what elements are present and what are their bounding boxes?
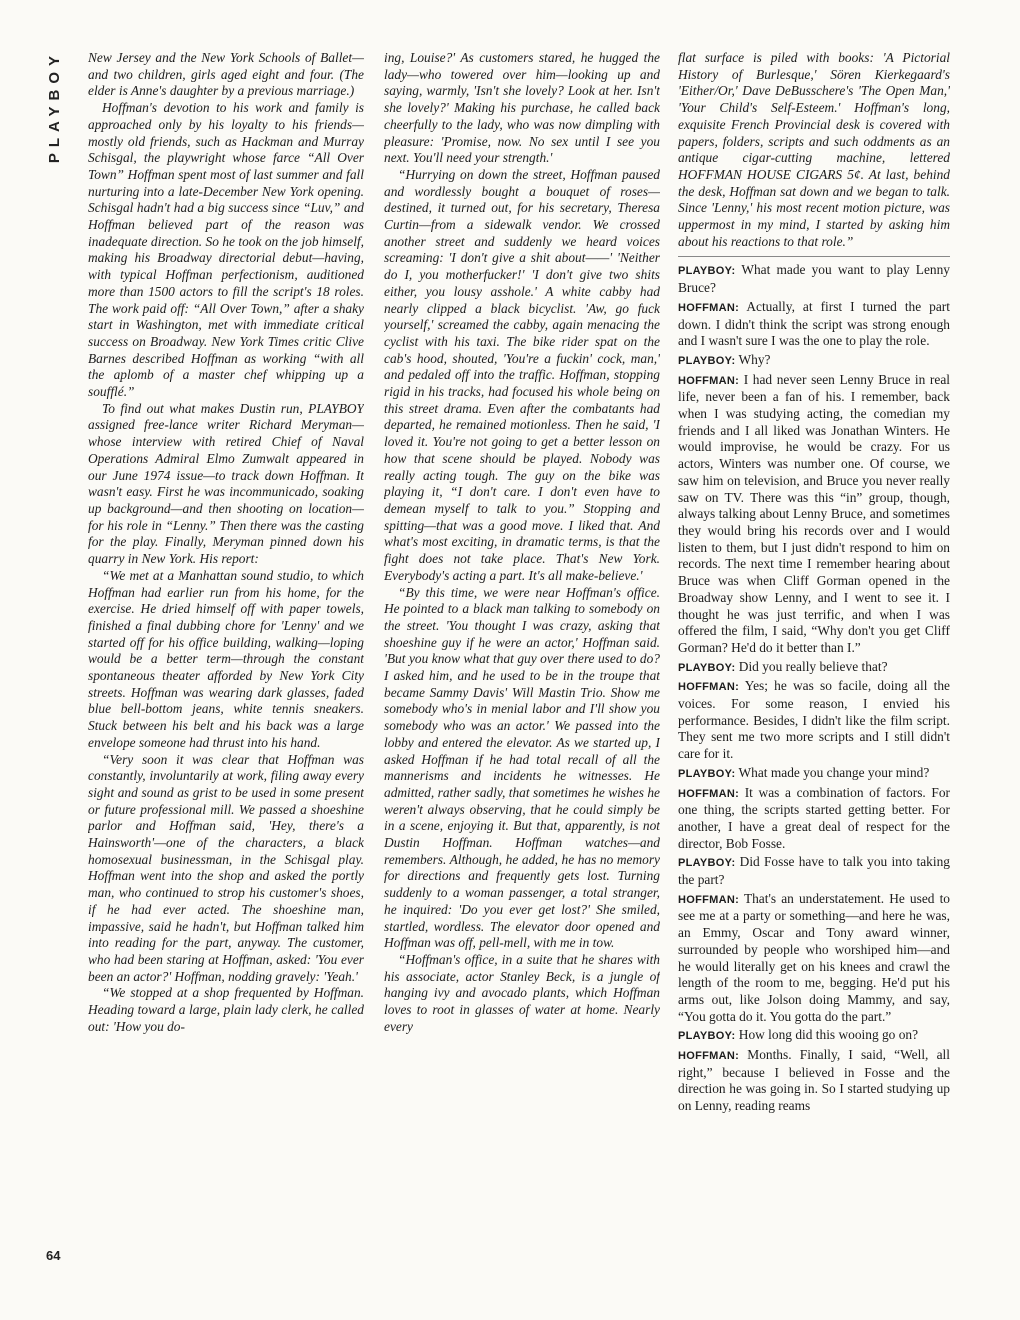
paragraph: New Jersey and the New York Schools of Ballet—and two children, girls aged eight and four. (The elder is Anne's daughter by a previous marriage.) xyxy=(88,50,364,99)
qa-text: What made you want to play Lenny Bruce? xyxy=(678,262,950,296)
column-1 xyxy=(88,50,364,1265)
page-number: 64 xyxy=(46,1248,61,1263)
speaker-label: PLAYBOY: xyxy=(678,1030,736,1043)
column-3 xyxy=(678,50,950,1265)
paragraph: flat surface is piled with books: 'A Pictorial History of Burlesque,' Sören Kierkegaard's 'Either/Or,' Dave DeBusschere's 'The Open Man,' 'Your Child's Self-Esteem.' Hoffman's long, exquisite French Provincial desk is covered with papers, folders, scripts and such oddments as an antique cigar-cutting machine, lettered HOFFMAN HOUSE CIGARS 5¢. At last, behind the desk, Hoffman sat down and we began to talk. Since 'Lenny,' his most recent motion picture, was uppermost in my mind, I started by asking him about his reactions to that role.” xyxy=(678,50,950,249)
paragraph: “We stopped at a shop frequented by Hoffman. Heading toward a large, plain lady clerk, he called out: 'How you do- xyxy=(88,985,364,1034)
paragraph: “Very soon it was clear that Hoffman was constantly, involuntarily at work, filing away every sight and sound as grist to be used in some present or future professional mill. We passed a shoeshine parlor and Hoffman said, 'Hey, there's a Hainsworth'—one of the characters, a black homosexual businessman, in the Schisgal play. Hoffman went into the shop and asked the portly man, who continued to strop his customer's shoes, if he had ever acted. The shoeshine man, impassive, said he hadn't, but Hoffman talked him into reading for the part, anyway. The customer, who had been staring at Hoffman, asked: 'You ever been an actor?' Hoffman, nodding gravely: 'Yeah.' xyxy=(88,751,364,984)
qa-line xyxy=(678,785,950,853)
qa-text: Why? xyxy=(738,351,771,367)
qa-text: Actually, at first I turned the part down. I didn't think the script was strong enough and I wasn't sure I was the one to play the role. xyxy=(678,298,950,349)
column-2 xyxy=(384,50,660,1265)
qa-text: Months. Finally, I said, “Well, all right,” because I believed in Fosse and the direction he was going in. So I started studying up on Lenny, reading reams xyxy=(678,1047,950,1114)
qa-text: Did you really believe that? xyxy=(738,658,888,674)
paragraph: “By this time, we were near Hoffman's office. He pointed to a black man talking to somebody on the street. 'You thought I was crazy, asking that shoeshine guy if he were an actor,' Hoffman said. 'But you know what that guy over there used to do? I asked him, and he used to be in the troupe that became Sammy Davis' Will Mastin Trio. Show me somebody who's in menial labor and I'll show you somebody who was an actor.' We passed into the lobby and entered the elevator. As we started up, I asked Hoffman if he had total recall of all the mannerisms and incidents he witnesses. He admitted, rather sadly, that sometimes he wishes he weren't always observing, that he could simply be in a scene, enjoying it. But that, apparently, is not Dustin Hoffman. Hoffman watches—and remembers. Although, he added, he has no memory for directions and frequently gets lost. Turning suddenly to a woman passenger, a total stranger, he inquired: 'Do you ever get lost?' She smiled, startled, wordless. The elevator door opened and Hoffman was off, pell-mell, with me in tow. xyxy=(384,584,660,951)
speaker-label: PLAYBOY: xyxy=(678,767,736,780)
qa-line xyxy=(678,1027,950,1045)
interview-qa xyxy=(678,262,950,1114)
paragraph: “We met at a Manhattan sound studio, to which Hoffman had earlier run from his home, for the exercise. He dried himself off with paper towels, finished a final dubbing chore for 'Lenny' and we started off for his office building, walking—loping would be a better term—through the constant spontaneous theater afforded by New York City streets. Hoffman was wearing dark glasses, faded blue bell-bottom jeans, white tennis sneakers. Stuck between his belt and his back was a large envelope someone had thrust into his hand. xyxy=(88,567,364,750)
speaker-label: PLAYBOY: xyxy=(678,661,736,674)
speaker-label: PLAYBOY: xyxy=(678,354,736,367)
paragraph: To find out what makes Dustin run, PLAYBOY assigned free-lance writer Richard Meryman—whose interview with retired Chief of Naval Operations Admiral Elmo Zumwalt appeared in our June 1974 issue—to track down Hoffman. It wasn't easy. First he was incommunicado, soaking up background—and then shooting on location—for his role in “Lenny.” Then there was the casting for the play. Finally, Meryman pinned down his quarry in New York. His report: xyxy=(88,400,364,567)
qa-line xyxy=(678,352,950,370)
speaker-label: HOFFMAN: xyxy=(678,893,740,906)
qa-line xyxy=(678,854,950,888)
masthead xyxy=(46,50,72,200)
qa-text: I had never seen Lenny Bruce in real life, never been a fan of his. I remember, back when I was studying acting, the comedian my friends and I all liked was Jonathan Winters. He would improvise, he would be crazy. For us actors, Winters was number one. Of course, we saw him on television, and Bruce you never really saw on TV. There was this “in” group, though, always talking about Lenny Bruce, and sometimes they would bring his records over and I would listen to them, but I just didn't respond to him on records. The next time I remember hearing about Bruce was when Cliff Gorman opened in the Broadway show Lenny, and I went to see it. I thought he was just terrific, and when I was offered the film, I said, “Why don't you get Cliff Gorman? He'd do it better than I.” xyxy=(678,371,950,655)
qa-line xyxy=(678,1047,950,1115)
qa-line xyxy=(678,678,950,763)
paragraph: Hoffman's devotion to his work and family is approached only by his loyalty to his friends—mostly old friends, such as Hackman and Murray Schisgal, the playwright whose farce “All Over Town” Hoffman spent most of last summer and fall nurturing into a late-December New York opening. Schisgal hadn't had a big success since “Luv,” and Hoffman believed part of the reason was inadequate direction. So he took on the job himself, making his Broadway directorial debut—having, with typical Hoffman perfectionism, auditioned more than 1500 actors to fill the script's 18 roles. The work paid off: “All Over Town,” after a shaky start in Washington, met with immediate critical success on Broadway. New York Times critic Clive Barnes described Hoffman as working “with all the aplomb of a master chef whipping up a soufflé.” xyxy=(88,100,364,400)
paragraph: “Hoffman's office, in a suite that he shares with his associate, actor Stanley Beck, is a jungle of hanging ivy and avocado plants, which Hoffman loves to root in glasses of water at home. Nearly every xyxy=(384,951,660,1034)
qa-line xyxy=(678,891,950,1026)
qa-text: Yes; he was so facile, doing all the voices. For some reason, I envied his performance. Besides, I didn't like the film script. They sent me two more scripts and I still didn't care for it. xyxy=(678,678,950,762)
qa-line xyxy=(678,659,950,677)
qa-text: Did Fosse have to talk you into taking the part? xyxy=(678,854,950,888)
speaker-label: PLAYBOY: xyxy=(678,857,736,870)
speaker-label: HOFFMAN: xyxy=(678,301,740,314)
qa-text: How long did this wooing go on? xyxy=(738,1027,919,1043)
speaker-label: HOFFMAN: xyxy=(678,1050,740,1063)
masthead-label: PLAYBOY xyxy=(46,50,63,164)
paragraph: ing, Louise?' As customers stared, he hugged the lady—who towered over him—looking up and saying, warmly, 'Isn't she lovely? Look at her. Isn't she lovely?' Making his purchase, he called back cheerfully to the lady, who was now dimpling with pleasure: 'Promise, now. No sex until I see you next. You'll need your strength.' xyxy=(384,50,660,166)
qa-text: That's an understatement. He used to see me at a party or something—and here he was, an Emmy, Oscar and Tony award winner, surrounded by people who worshiped him—and he would literally get on his knees and crawl the length of the room to me, begging. He'd put his arms out, like Jolson doing Mammy, and say, “You gotta do it. You gotta do the part.” xyxy=(678,890,950,1024)
speaker-label: PLAYBOY: xyxy=(678,265,736,278)
qa-text: What made you change your mind? xyxy=(738,764,930,780)
qa-text: It was a combination of factors. For one thing, the scripts started getting better. For another, I have a great deal of respect for the director, Bob Fosse. xyxy=(678,784,950,851)
qa-line xyxy=(678,262,950,296)
speaker-label: HOFFMAN: xyxy=(678,787,740,800)
qa-line xyxy=(678,299,950,350)
qa-line xyxy=(678,372,950,657)
section-divider xyxy=(678,256,950,257)
speaker-label: HOFFMAN: xyxy=(678,374,740,387)
paragraph: “Hurrying on down the street, Hoffman paused and wordlessly bought a bouquet of roses—destined, it turned out, for his secretary, Theresa Curtin—from a sidewalk vendor. We crossed another street and suddenly we heard voices screaming: 'I don't give a shit about——' 'Neither do I, you motherfucker!' 'I don't give two shits either, you lousy asshole.' A white cabby had nearly clipped a black bicyclist. 'Aw, go fuck yourself,' screamed the cabby, again menacing the cyclist with his taxi. The bike rider spat on the cab's hood, shouted, 'You're a fuckin' cock, man,' and pedaled off into the traffic. Hoffman, stopping rigid in his tracks, had focused his whole being on this street drama. Even after the combatants had departed, he remained motionless. Then he said, 'I loved it. You're not going to get a better lesson on how that scene should be played. Nobody was really acting tough. The guy on the bike was playing it, “I don't care. I don't even have to demean myself to talk to you.” Stopping and spitting—that was a good move. I liked that. And what's most exciting, in dramatic terms, is that the fight does not take place. That's New York. Everybody's acting a part. It's all make-believe.' xyxy=(384,166,660,583)
qa-line xyxy=(678,765,950,783)
speaker-label: HOFFMAN: xyxy=(678,681,740,694)
